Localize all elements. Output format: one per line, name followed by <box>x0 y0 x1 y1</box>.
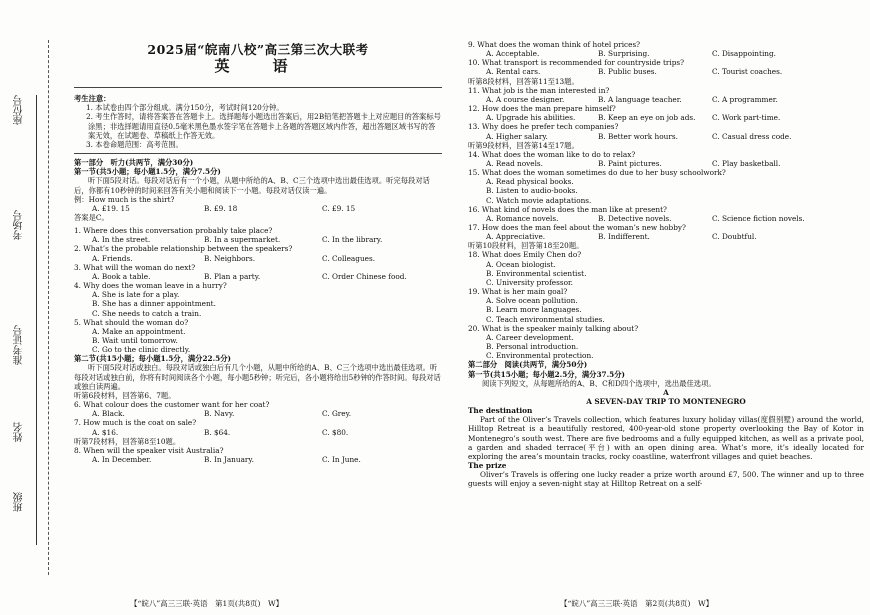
right-column <box>468 40 864 489</box>
question-16: 16. What kind of novels does the man like at present? <box>468 204 667 214</box>
options-3: A. Book a table. B. Plan a party. C. Order Chinese food. <box>92 271 407 281</box>
question-18: 18. What does Emily Chen do? <box>468 250 582 260</box>
question-15: 15. What does the woman sometimes do due to her busy schoolwork? <box>468 168 726 178</box>
page-footer-left: 【“皖八”高三三联·英语 第1页(共8页) W】 <box>130 599 284 608</box>
question-1: 1. Where does this conversation probably take place? <box>74 226 273 236</box>
option: B. Listen to audio-books. <box>486 186 578 196</box>
question-11: 11. What job is the man interested in? <box>468 85 610 95</box>
question-3: 3. What will the woman do next? <box>74 262 196 272</box>
question-14: 14. What does the woman like to do to relax? <box>468 149 636 159</box>
options-16: A. Romance novels. B. Detective novels. C. Science fiction novels. <box>486 213 805 223</box>
question-4: 4. Why does the woman leave in a hurry? <box>74 281 227 291</box>
example-answer: 答案是C。 <box>74 213 109 223</box>
question-13: 13. Why does he prefer tech companies? <box>468 122 619 132</box>
question-10: 10. What transport is recommended for countryside trips? <box>468 58 685 68</box>
question-6: 6. What colour does the customer want for her coat? <box>74 400 270 410</box>
passage-letter: A <box>663 387 669 397</box>
option: B. Personal introduction. <box>486 342 579 352</box>
options-7: A. $16. B. $64. C. $80. <box>92 427 349 437</box>
option: A. Solve ocean pollution. <box>486 296 578 306</box>
cut-line <box>48 40 49 575</box>
left-column <box>74 0 442 464</box>
example-question: 例：How much is the shirt? <box>74 194 175 204</box>
option: C. University professor. <box>486 277 573 287</box>
question-2: 2. What’s the probable relationship between the speakers? <box>74 244 293 254</box>
option: B. Learn more languages. <box>486 305 582 315</box>
question-19: 19. What is her main goal? <box>468 287 568 297</box>
option: C. Environmental protection. <box>486 351 594 361</box>
notice-item: 2. 考生作答时，请将答案答在答题卡上。选择题每小题选出答案后，用2B铅笔把答题卡上对应题目的答案标号涂黑；非选择题请用直径0.5毫米黑色墨水签字笔在答题卡上各题的答题区域内作答，超出答题区域书写的答案无效，在试题卷、草稿纸上作答无效。 <box>86 112 441 140</box>
option: A. She is late for a play. <box>92 290 180 300</box>
material-6-note: 听第6段材料，回答第6、7题。 <box>74 390 176 400</box>
options-13: A. Higher salary. B. Better work hours. C. Casual dress code. <box>486 131 792 141</box>
option: A. Career development. <box>486 332 574 342</box>
notice-item: 3. 本卷命题范围：高考范围。 <box>86 139 183 149</box>
destination-paragraph: Part of the Oliver’s Travels collection, which features luxury holiday villas(度假别墅) around the world, Hilltop Retreat is a beautifully restored, 400-year-old stone property overlooking the Bay of Kotor in Montenegro’s south west. There are five bedrooms and a fully equipped kitchen, as well as a private pool, a garden and shaded terrace(平台) with an open dining area. What’s more, it’s ideally located for exploring the area’s mountain tracks, rocky coastline, waterfront villages and quiet beaches. <box>468 415 864 461</box>
options-9: A. Acceptable. B. Surprising. C. Disappointing. <box>486 49 776 59</box>
binding-line <box>36 95 37 545</box>
option: C. Watch movie adaptations. <box>486 195 592 205</box>
options-1: A. In the street. B. In a supermarket. C. In the library. <box>92 235 383 245</box>
question-7: 7. How much is the coat on sale? <box>74 418 197 428</box>
prize-paragraph: Oliver’s Travels is offering one lucky reader a prize worth around £7, 500. The winner and up to three guests will enjoy a seven-night stay at Hilltop Retreat on a self- <box>468 470 864 489</box>
exam-title: 2025届“皖南八校”高三第三次大联考 <box>147 42 369 57</box>
name-field[interactable]: 姓名 <box>14 422 25 442</box>
option: C. Teach environmental studies. <box>486 314 605 324</box>
question-20: 20. What is the speaker mainly talking about? <box>468 323 639 333</box>
seat-number-field[interactable]: 座位号 <box>14 95 25 125</box>
option: A. Make an appointment. <box>92 326 186 336</box>
options-17: A. Appreciative. B. Indifferent. C. Doubtful. <box>486 232 757 242</box>
part2-heading: 第二部分 阅读(共两节，满分50分) <box>468 360 588 370</box>
material-7-note: 听第7段材料，回答第8至10题。 <box>74 436 181 446</box>
page-footer-right: 【“皖八”高三三联·英语 第2页(共8页) W】 <box>560 599 714 608</box>
admission-number-field[interactable]: 准考证号 <box>14 325 25 365</box>
option: A. Ocean biologist. <box>486 259 556 269</box>
notice-heading: 考生注意： <box>74 94 111 104</box>
options-14: A. Read novels. B. Paint pictures. C. Play basketball. <box>486 158 781 168</box>
binding-margin <box>0 0 62 615</box>
material-9-note: 听第9段材料，回答第14至17题。 <box>468 140 579 150</box>
question-8: 8. When will the speaker visit Australia? <box>74 445 224 455</box>
options-11: A. A course designer. B. A language teacher. C. A programmer. <box>486 94 778 104</box>
destination-heading: The destination <box>468 406 533 416</box>
subject-title: 英 语 <box>214 57 302 75</box>
exam-room-field[interactable]: 考场号 <box>14 210 25 240</box>
notice-box <box>74 87 442 154</box>
section2-heading: 第二节(共15小题；每小题1.5分，满分22.5分) <box>74 354 231 364</box>
option: B. Environmental scientist. <box>486 268 587 278</box>
options-2: A. Friends. B. Neighbors. C. Colleagues. <box>92 253 376 263</box>
part1-heading: 第一部分 听力(共两节，满分30分) <box>74 158 194 168</box>
prize-heading: The prize <box>468 461 507 471</box>
section1-instructions: 听下面5段对话。每段对话后有一个小题，从题中所给的A、B、C三个选项中选出最佳选项。听完每段对话后，你都有10秒钟的时间来回答有关小题和阅读下一小题。每段对话仅读一遍。 <box>74 176 430 195</box>
question-17: 17. How does the man feel about the woman’s new hobby? <box>468 223 686 233</box>
options-8: A. In December. B. In January. C. In June. <box>92 455 361 464</box>
example-options: A. £19. 15 B. £9. 18 C. £9. 15 <box>92 203 356 213</box>
options-12: A. Upgrade his abilities. B. Keep an eye on job ads. C. Work part-time. <box>486 113 781 123</box>
part2-section1-heading: 第一节(共15小题；每小题2.5分，满分37.5分) <box>468 369 625 379</box>
options-6: A. Black. B. Navy. C. Grey. <box>92 409 352 419</box>
options-10: A. Rental cars. B. Public buses. C. Tourist coaches. <box>486 67 783 77</box>
material-10-note: 听第10段材料，回答第18至20题。 <box>468 241 584 251</box>
question-12: 12. How does the man prepare himself? <box>468 104 616 114</box>
question-5: 5. What should the woman do? <box>74 317 189 327</box>
option: C. She needs to catch a train. <box>92 308 202 318</box>
class-field[interactable]: 班级 <box>14 492 25 512</box>
option: A. Read physical books. <box>486 177 574 187</box>
option: B. Wait until tomorrow. <box>92 336 178 345</box>
notice-item: 1. 本试卷由四个部分组成。满分150分，考试时间120分钟。 <box>86 103 284 113</box>
section2-instructions: 听下面5段对话或独白。每段对话或独白后有几个小题，从题中所给的A、B、C三个选项中选出最佳选项。听每段对话或独白前，你将有时间阅读各个小题，每小题5秒钟；听完后，各小题将给出5秒钟的作答时间。每段对话或独白读两遍。 <box>74 363 441 391</box>
material-8-note: 听第8段材料，回答第11至13题。 <box>468 76 579 86</box>
section1-heading: 第一节(共5小题；每小题1.5分，满分7.5分) <box>74 167 221 177</box>
option: C. Go to the clinic directly. <box>92 345 191 355</box>
question-9: 9. What does the woman think of hotel prices? <box>468 40 641 49</box>
passage-title: A SEVEN-DAY TRIP TO MONTENEGRO <box>586 396 746 406</box>
part2-instructions: 阅读下列短文，从每题所给的A、B、C和D四个选项中，选出最佳选项。 <box>482 378 716 388</box>
option: B. She has a dinner appointment. <box>92 299 216 309</box>
